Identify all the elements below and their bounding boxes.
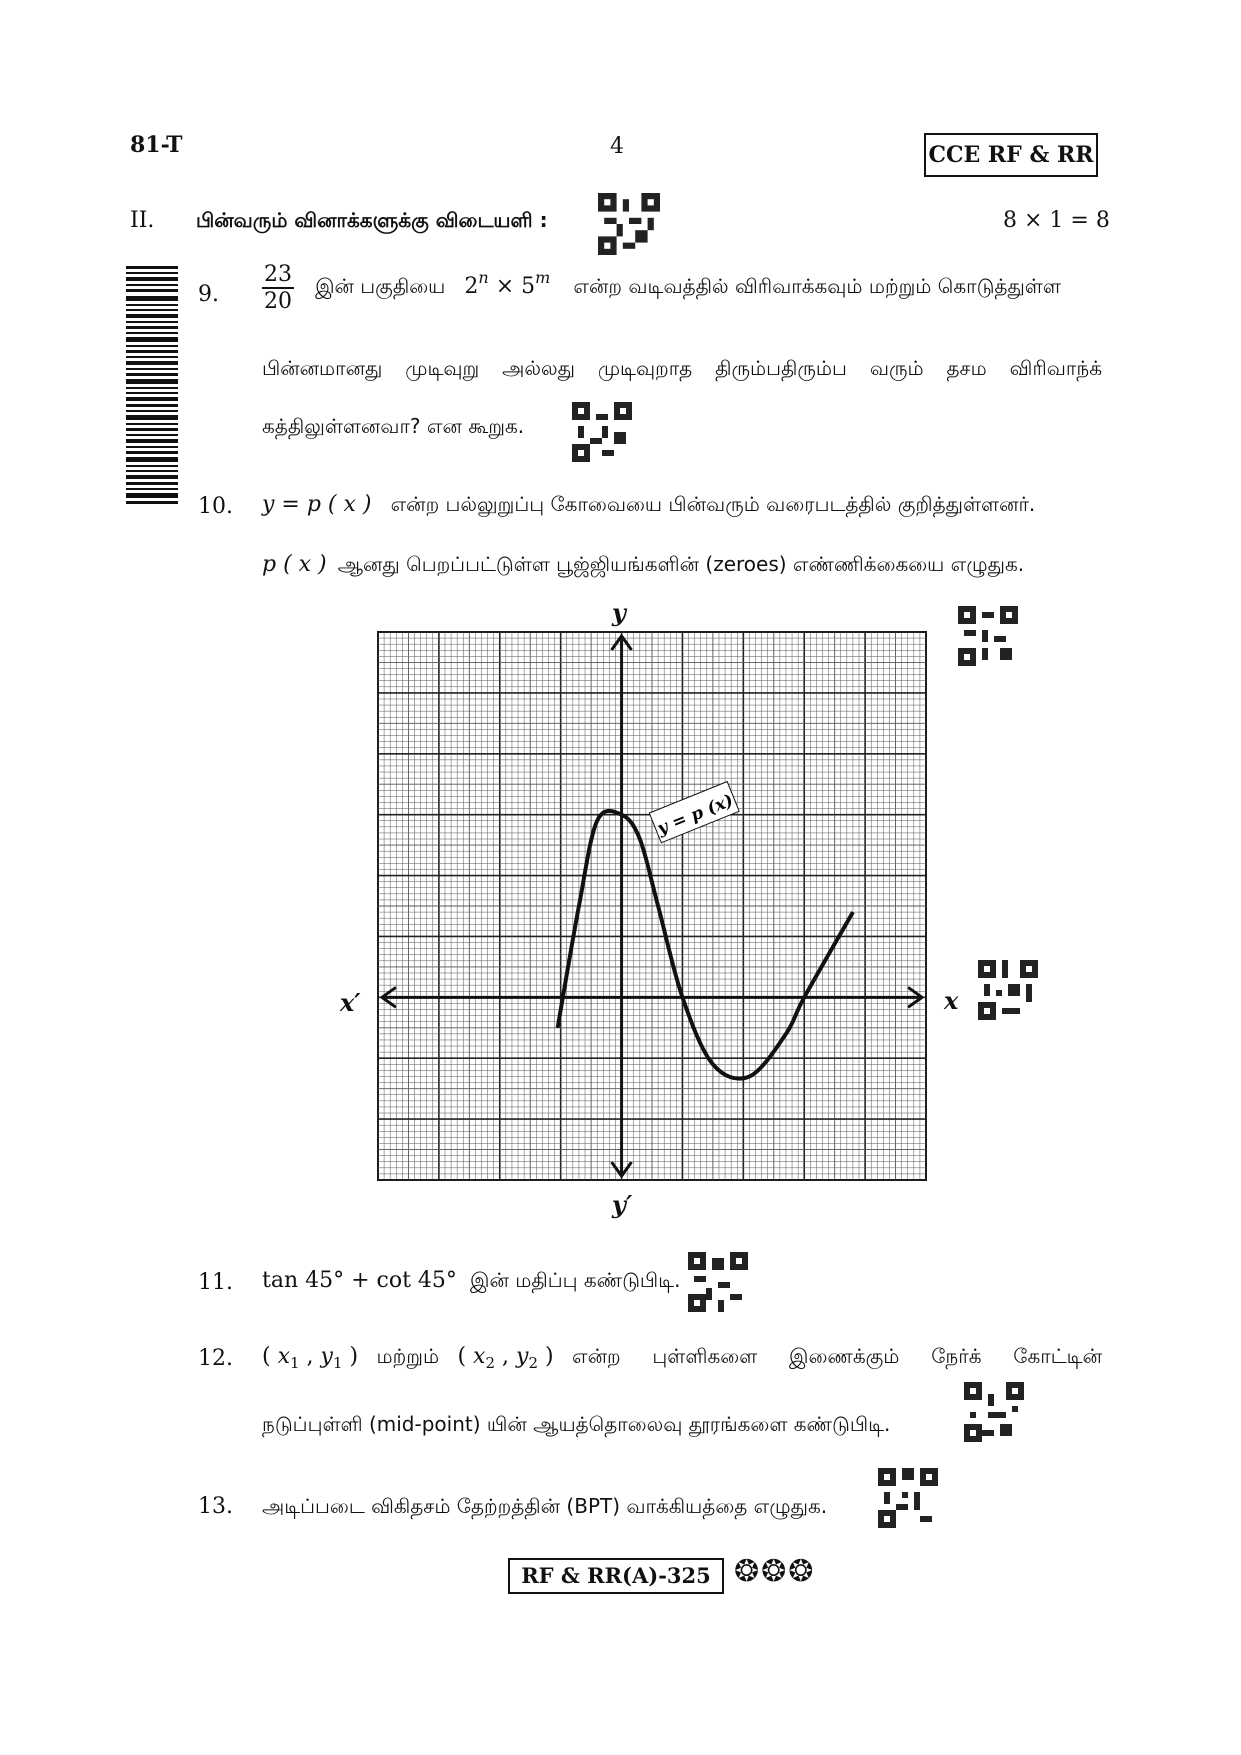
series-box: CCE RF & RR xyxy=(924,133,1098,177)
q11-line xyxy=(262,1268,680,1295)
q9-line2: பின்னமானது முடிவுறு அல்லது முடிவுறாத திரும்பதிரும்ப வரும் தசம விரிவாந்க் xyxy=(262,356,1102,380)
axis-label-x-neg: x′ xyxy=(340,988,361,1017)
q13-number: 13. xyxy=(198,1494,233,1519)
q12-x2: x xyxy=(473,1344,486,1369)
q9-line1 xyxy=(262,262,1061,314)
q9-exp-n: n xyxy=(478,267,489,287)
qr-code-icon xyxy=(572,402,632,462)
q12-text1: என்ற புள்ளிகளை இணைக்கும் நேர்க் கோட்டின் xyxy=(571,1344,1102,1368)
polynomial-graph xyxy=(330,596,970,1218)
q12-point2: ( $x_2$ , $y_2$ ) xyxy=(457,1344,554,1372)
q9-text2: என்ற வடிவத்தில் விரிவாக்கவும் மற்றும் கொடுத்துள்ள xyxy=(573,273,1061,298)
q12-line1 xyxy=(262,1344,1102,1372)
footer-symbols-icon: ❂❂❂ xyxy=(734,1554,816,1589)
q10-line1 xyxy=(262,492,1035,519)
q10-text2: ஆனது பெறப்பட்டுள்ள பூஜ்ஜியங்களின் (zeroes) எண்ணிக்கையை எழுதுக. xyxy=(337,552,1025,576)
paper-code: 81-T xyxy=(130,132,183,158)
qr-code-icon xyxy=(878,1468,938,1528)
q9-exp-m: m xyxy=(535,267,551,287)
section-marks: 8 × 1 = 8 xyxy=(1003,208,1110,233)
qr-code-icon xyxy=(964,1382,1024,1442)
q12-x1: x xyxy=(277,1344,290,1369)
qr-code-icon xyxy=(688,1252,748,1312)
q9-base5: 5 xyxy=(521,273,536,299)
axis-label-y-neg: y′ xyxy=(612,1190,633,1219)
q12-y1: y xyxy=(320,1344,333,1369)
barcode-icon xyxy=(126,266,178,508)
q12-number: 12. xyxy=(198,1346,233,1371)
q9-frac-num: 23 xyxy=(264,262,292,287)
q9-fraction xyxy=(262,262,294,314)
q13-text: அடிப்படை விகிதசம் தேற்றத்தின் (BPT) வாக்கியத்தை எழுதுக. xyxy=(262,1494,828,1518)
q12-line2: நடுப்புள்ளி (mid-point) யின் ஆயத்தொலைவு தூரங்களை கண்டுபிடி. xyxy=(262,1412,891,1436)
q12-point1: ( $x_1$ , $y_1$ ) xyxy=(262,1344,359,1372)
axis-label-y: y xyxy=(612,598,626,627)
q12-sub-2a: 2 xyxy=(485,1354,496,1372)
q12-y2: y xyxy=(516,1344,529,1369)
q10-expression: y = p ( x ) xyxy=(262,492,372,517)
q9-frac-den: 20 xyxy=(264,289,292,314)
footer-code-box: RF & RR(A)-325 xyxy=(508,1558,724,1594)
q11-text: இன் மதிப்பு கண்டுபிடி. xyxy=(470,1268,681,1292)
q12-sub-2b: 2 xyxy=(528,1354,538,1372)
q9-text1: இன் பகுதியை xyxy=(315,273,446,298)
section-number: II. xyxy=(130,208,155,233)
axis-label-x: x xyxy=(944,986,959,1015)
section-title: பின்வரும் வினாக்களுக்கு விடையளி : xyxy=(196,208,548,232)
graph-grid xyxy=(378,632,926,1180)
q12-sub-1b: 1 xyxy=(332,1354,343,1372)
q9-times: × xyxy=(495,273,515,299)
q9-expression xyxy=(464,267,551,299)
q12-sub-1a: 1 xyxy=(290,1354,300,1372)
qr-code-icon xyxy=(978,960,1038,1020)
q11-number: 11. xyxy=(198,1270,233,1295)
q12-and: மற்றும் xyxy=(376,1344,440,1368)
q10-text1: என்ற பல்லுறுப்பு கோவையை பின்வரும் வரைபடத்தில் குறித்துள்ளனர். xyxy=(390,492,1036,516)
q10-expression2: p ( x ) xyxy=(262,552,327,577)
q9-base2: 2 xyxy=(464,273,479,299)
q11-expression: tan 45° + cot 45° xyxy=(262,1268,457,1293)
q9-line3: கத்திலுள்ளனவா? என கூறுக. xyxy=(262,414,525,438)
q10-line2 xyxy=(262,552,1024,579)
qr-code-icon xyxy=(598,193,660,255)
q10-number: 10. xyxy=(198,494,233,519)
q9-number: 9. xyxy=(198,282,219,307)
curve-label: y = p (x) xyxy=(654,790,737,840)
page-number: 4 xyxy=(610,134,624,159)
